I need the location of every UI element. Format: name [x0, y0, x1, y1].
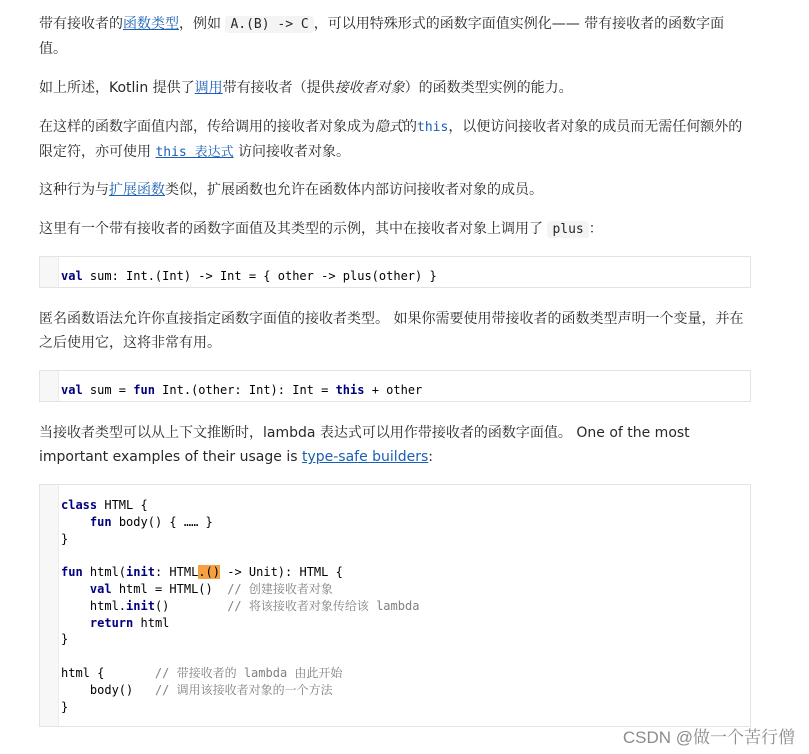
emphasis-text: 接收者对象 [334, 80, 405, 96]
this-expression-link[interactable] [155, 144, 233, 160]
code-text [40, 257, 750, 285]
emphasis-text: 隐式 [375, 119, 403, 135]
code: body() { …… } [111, 514, 213, 529]
text: 的 [403, 119, 417, 135]
keyword: val [61, 269, 83, 283]
text: 带有接收者（提供 [222, 80, 335, 96]
text: 这种行为与 [39, 182, 109, 198]
keyword: val [89, 581, 112, 596]
keyword: fun [61, 565, 83, 580]
highlighted-code: .() [198, 565, 220, 580]
code-block-html-builder [39, 484, 751, 727]
text: 类似，扩展函数也允许在函数体内部访问接收者对象的成员。 [165, 182, 543, 198]
keyword: val [61, 383, 83, 397]
code: } [61, 531, 69, 546]
text: 访问接收者对象。 [233, 144, 351, 160]
code: sum = [82, 383, 134, 397]
code: HTML { [97, 498, 148, 512]
code: Int.(other: Int): Int = [154, 383, 336, 397]
text: 匿名函数语法允许你直接指定函数字面值的接收者类型。 如果你需要使用带接收者的函数类型声明一个变量，并在之后使用它，这将非常有用。 [39, 311, 744, 351]
code: + other [364, 383, 423, 397]
text: : [428, 449, 433, 465]
code: () [154, 598, 228, 613]
text: ，以便访问接收者对象的成员而无需任何额外的限定符，亦可使用 [39, 119, 743, 160]
extension-functions-link[interactable]: 扩展函数 [109, 182, 165, 198]
paragraph-extension-functions [39, 178, 751, 202]
code: : HTML [154, 565, 199, 580]
paragraph-receiver-intro [39, 12, 751, 61]
code: html. [89, 598, 127, 613]
link-text: this 表达式 [155, 145, 234, 160]
code: } [61, 632, 69, 647]
code: html { [61, 665, 155, 680]
code: body() [89, 682, 155, 697]
code: html [133, 615, 170, 630]
text: ）的函数类型实例的能力。 [404, 80, 573, 96]
text: ： [588, 221, 603, 237]
code-block-sum-anonymous [39, 370, 751, 402]
code: html = HTML() [111, 581, 228, 596]
code: html( [82, 565, 127, 580]
code-comment: // 将该接收者对象传给该 lambda [227, 598, 420, 613]
code-text [40, 371, 750, 399]
code: sum: Int.(Int) -> Int = { other -> plus(other) } [82, 269, 437, 283]
text: 当接收者类型可以从上下文推断时，lambda 表达式可以用作带接收者的函数字面值。 One of the most important examples of their usage is [39, 425, 690, 465]
text: ，例如 [179, 16, 226, 32]
paragraph-invoke [39, 76, 751, 100]
code-comment: // 创建接收者对象 [227, 581, 333, 596]
text: 如上所述，Kotlin 提供了 [39, 80, 195, 96]
text: ，可以用特殊形式的函数字面值实例化—— 带有接收者的函数字面值。 [39, 16, 725, 57]
csdn-watermark: CSDN @做一个苦行僧 [622, 728, 795, 747]
keyword: init [126, 565, 155, 580]
paragraph-lambda-receiver [39, 421, 751, 469]
paragraph-implicit-this [39, 115, 751, 165]
type-safe-builders-link[interactable]: type-safe builders [301, 449, 429, 465]
keyword: fun [89, 514, 112, 529]
code: } [61, 699, 69, 714]
code: -> Unit): HTML { [220, 565, 343, 580]
text: 这里有一个带有接收者的函数字面值及其类型的示例，其中在接收者对象上调用了 [39, 221, 548, 237]
paragraph-plus-example [39, 217, 751, 242]
text: 带有接收者的 [39, 16, 123, 32]
code-block-sum-lambda [39, 256, 751, 288]
keyword: this [335, 383, 365, 397]
inline-code-type: A.(B) -> C [225, 16, 313, 33]
function-types-link[interactable]: 函数类型 [123, 16, 179, 32]
keyword: class [61, 498, 98, 512]
invoke-link[interactable]: 调用 [194, 80, 223, 96]
inline-code-this: this [417, 120, 449, 135]
text: 在这样的函数字面值内部，传给调用的接收者对象成为 [39, 119, 375, 135]
code-comment: // 带接收者的 lambda 由此开始 [154, 665, 343, 680]
keyword: return [89, 615, 134, 630]
keyword: init [126, 598, 155, 613]
paragraph-anonymous-function [39, 307, 751, 355]
code-comment: // 调用该接收者对象的一个方法 [154, 682, 333, 697]
inline-code-plus: plus [547, 221, 588, 238]
keyword: fun [133, 383, 155, 397]
code-text [40, 485, 750, 715]
